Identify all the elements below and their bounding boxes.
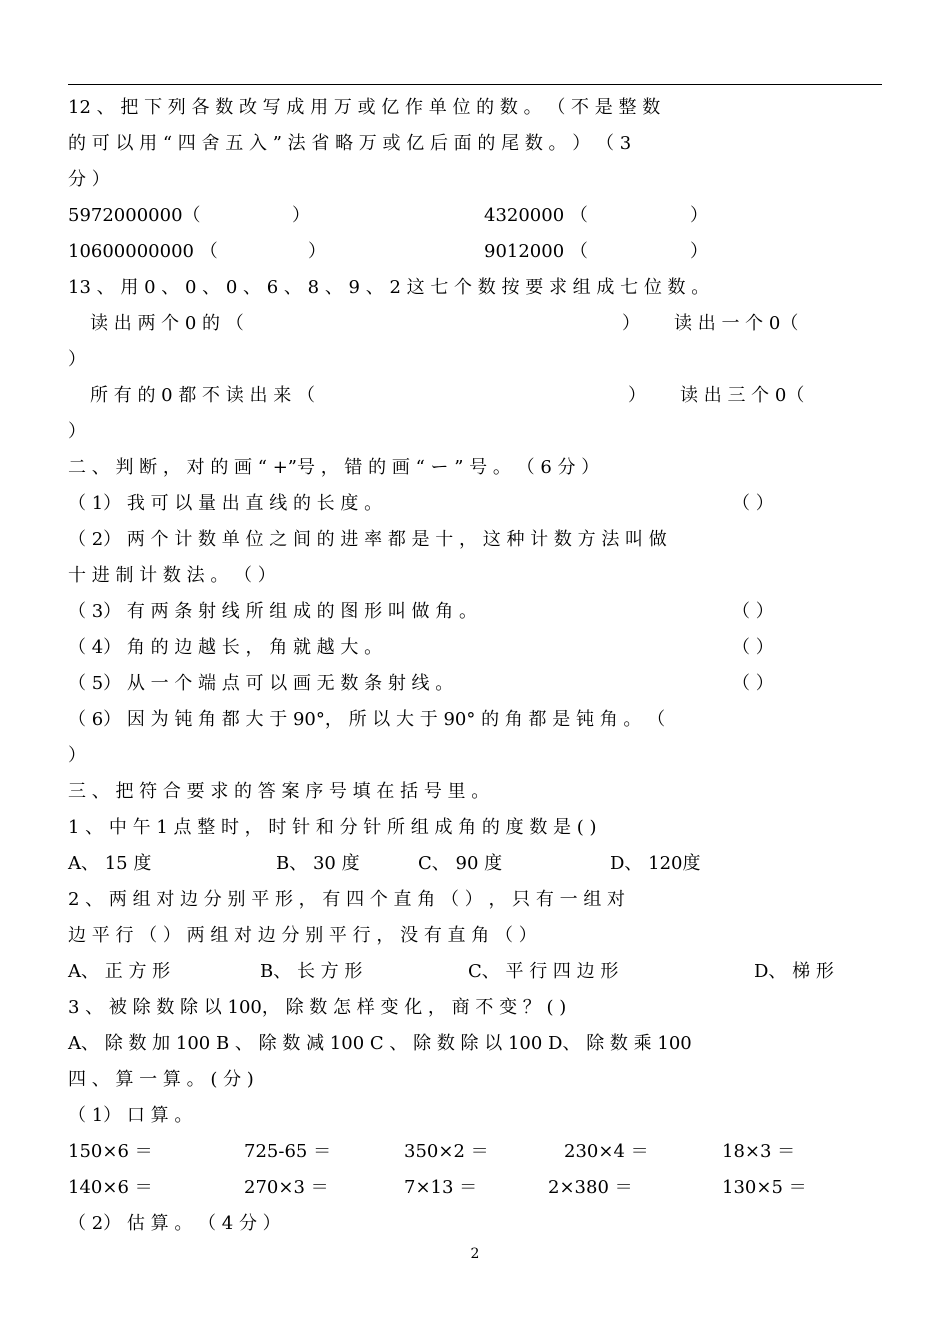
choice-q1-option-b: B、 30 度: [276, 853, 360, 874]
oral-calc-heading: （ 1） 口 算 。: [68, 1105, 193, 1126]
choice-q1-option-d: D、 120度: [610, 853, 701, 874]
choice-q2-line-2: 边 平 行 （ ） 两 组 对 边 分 别 平 行 ， 没 有 直 角 （ ）: [68, 925, 537, 946]
q13-line-1: 13 、 用 0 、 0 、 0 、 6 、 8 、 9 、 2 这 七 个 数 按 要 求 组 成 七 位 数 。: [68, 277, 710, 298]
oral-calc-r2-c2: 270×3 ＝: [244, 1177, 329, 1198]
oral-calc-r2-c1: 140×6 ＝: [68, 1177, 153, 1198]
q12-answer-1-close: ）: [292, 205, 310, 226]
q12-line-1: 12 、 把 下 列 各 数 改 写 成 用 万 或 亿 作 单 位 的 数 。 （ 不 是 整 数: [68, 97, 661, 118]
choice-q1-option-a: A、 15 度: [68, 853, 152, 874]
oral-calc-r1-c1: 150×6 ＝: [68, 1141, 153, 1162]
judge-item-2-line-2: 十 进 制 计 数 法 。 （ ）: [68, 565, 276, 586]
oral-calc-r2-c3: 7×13 ＝: [404, 1177, 478, 1198]
q12-line-2: 的 可 以 用 “ 四 舍 五 入 ” 法 省 略 万 或 亿 后 面 的 尾 数 。 ） （ 3: [68, 133, 632, 154]
estimate-heading: （ 2） 估 算 。 （ 4 分 ）: [68, 1213, 281, 1234]
q13-read-three-close: ）: [68, 421, 86, 442]
judge-item-3: （ 3） 有 两 条 射 线 所 组 成 的 图 形 叫 做 角 。: [68, 601, 477, 622]
choice-q2-line-1: 2 、 两 组 对 边 分 别 平 形 ， 有 四 个 直 角 （ ） ， 只 有 一 组 对: [68, 889, 626, 910]
judge-item-2-line-1: （ 2） 两 个 计 数 单 位 之 间 的 进 率 都 是 十 ， 这 种 计 数 方 法 叫 做: [68, 529, 667, 550]
choice-q3: 3 、 被 除 数 除 以 100， 除 数 怎 样 变 化 ， 商 不 变 ？ ( ): [68, 997, 567, 1018]
q13-read-three: 读 出 三 个 0（: [680, 385, 805, 406]
q12-answer-4-close: ）: [690, 241, 708, 262]
q13-read-one-close: ）: [68, 349, 86, 370]
judge-item-6: （ 6） 因 为 钝 角 都 大 于 90°， 所 以 大 于 90° 的 角 都 是 钝 角 。 （: [68, 709, 666, 730]
choice-q2-option-b: B、 长 方 形: [260, 961, 363, 982]
q12-answer-2-close: ）: [690, 205, 708, 226]
q12-answer-3: 10600000000 （: [68, 241, 218, 262]
oral-calc-r2-c4: 2×380 ＝: [548, 1177, 633, 1198]
choice-q1: 1 、 中 午 1 点 整 时 ， 时 针 和 分 针 所 组 成 角 的 度 数 是 ( ): [68, 817, 597, 838]
choice-q1-option-c: C、 90 度: [418, 853, 503, 874]
q12-answer-4: 9012000 （: [484, 241, 588, 262]
judge-item-1: （ 1） 我 可 以 量 出 直 线 的 长 度 。: [68, 493, 383, 514]
judge-item-1-paren: （ ）: [732, 493, 774, 514]
q13-read-one: 读 出 一 个 0（: [674, 313, 799, 334]
header-rule: [68, 84, 882, 85]
choice-q2-option-c: C、 平 行 四 边 形: [468, 961, 619, 982]
q13-read-none-close: ）: [628, 385, 646, 406]
choice-q2-option-a: A、 正 方 形: [68, 961, 171, 982]
judge-item-4-paren: （ ）: [732, 637, 774, 658]
q13-read-two: 读 出 两 个 0 的 （: [90, 313, 244, 334]
q12-answer-3-close: ）: [308, 241, 326, 262]
q12-answer-2: 4320000 （: [484, 205, 588, 226]
judge-item-3-paren: （ ）: [732, 601, 774, 622]
q13-read-two-close: ）: [622, 313, 640, 334]
section-2-title: 二 、 判 断 ， 对 的 画 “ +”号 ， 错 的 画 “ ー ” 号 。 （ 6 分 ）: [68, 457, 600, 478]
judge-item-5: （ 5） 从 一 个 端 点 可 以 画 无 数 条 射 线 。: [68, 673, 454, 694]
q13-read-none: 所 有 的 0 都 不 读 出 来 （: [90, 385, 315, 406]
section-3-title: 三 、 把 符 合 要 求 的 答 案 序 号 填 在 括 号 里 。: [68, 781, 490, 802]
q12-line-3: 分 ）: [68, 169, 110, 190]
q12-answer-1: 5972000000（: [68, 205, 201, 226]
oral-calc-r2-c5: 130×5 ＝: [722, 1177, 807, 1198]
judge-item-5-paren: （ ）: [732, 673, 774, 694]
choice-q2-option-d: D、 梯 形: [754, 961, 834, 982]
judge-item-4: （ 4） 角 的 边 越 长 ， 角 就 越 大 。: [68, 637, 383, 658]
page-number: 2: [470, 1246, 480, 1262]
oral-calc-r1-c3: 350×2 ＝: [404, 1141, 489, 1162]
oral-calc-r1-c4: 230×4 ＝: [564, 1141, 649, 1162]
choice-q3-options: A、 除 数 加 100 B 、 除 数 减 100 C 、 除 数 除 以 100 D、 除 数 乘 100: [68, 1033, 692, 1054]
judge-item-6-close: ）: [68, 745, 86, 766]
oral-calc-r1-c2: 725-65 ＝: [244, 1141, 332, 1162]
section-4-title: 四 、 算 一 算 。 ( 分 ): [68, 1069, 254, 1090]
oral-calc-r1-c5: 18×3 ＝: [722, 1141, 796, 1162]
